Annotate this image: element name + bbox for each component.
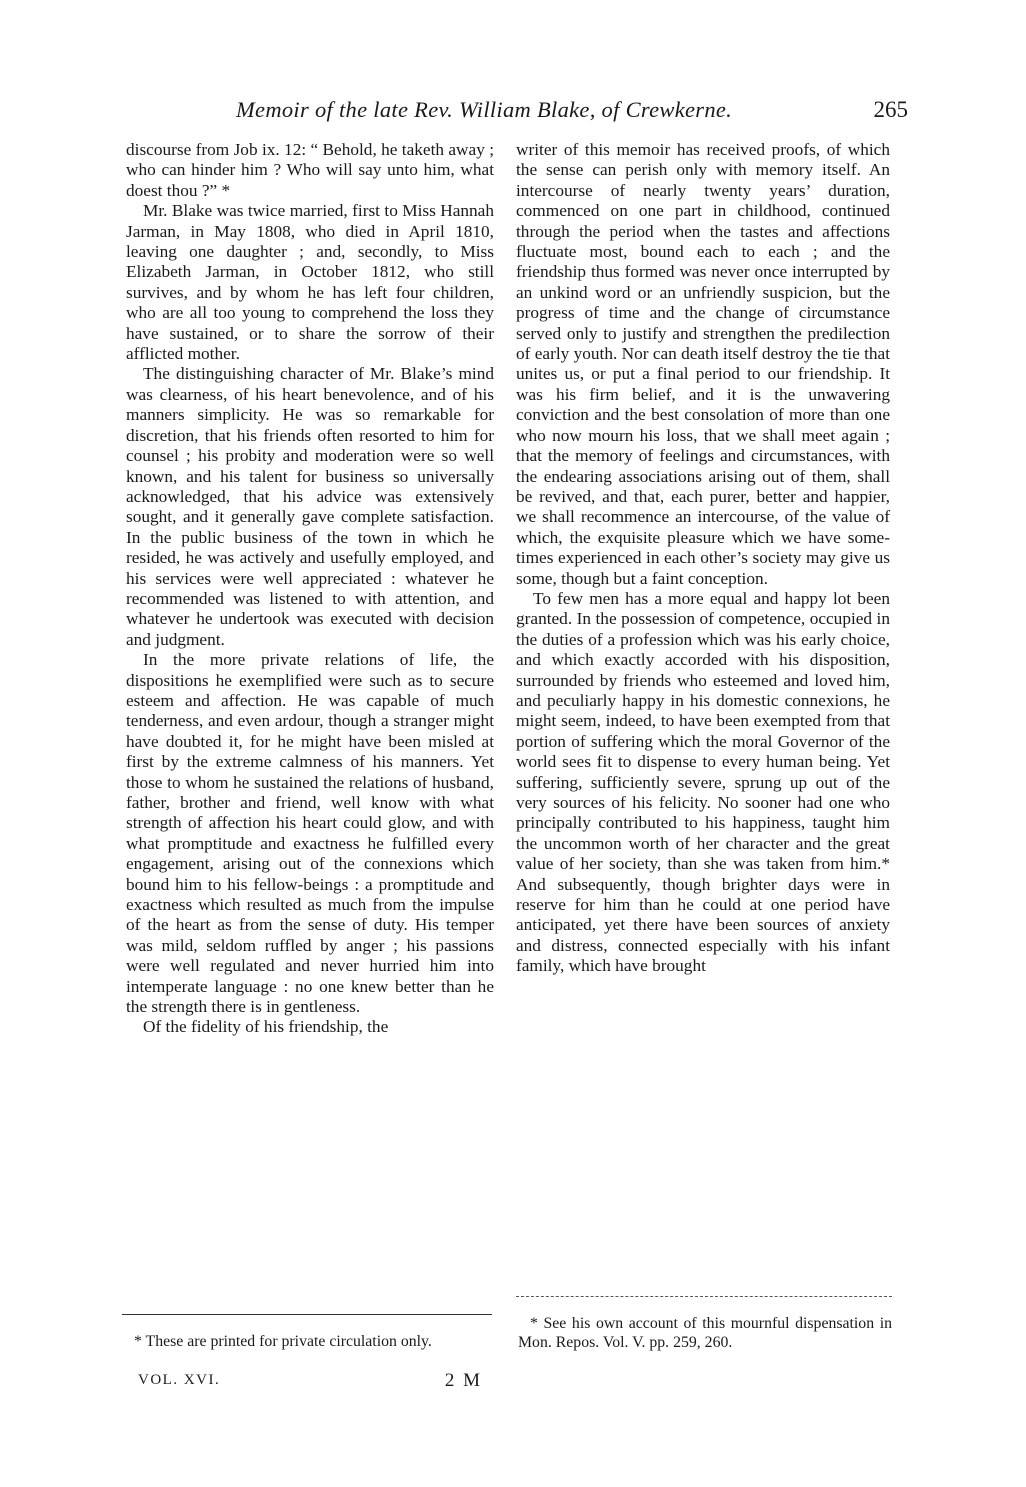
- right-column: [516, 140, 890, 977]
- volume-label: VOL. XVI.: [138, 1372, 221, 1388]
- footnote-text: * See his own account of this mournful dispensation in Mon. Repos. Vol. V. pp. 259, 260.: [518, 1315, 892, 1351]
- paragraph: discourse from Job ix. 12: “ Behold, he taketh away ; who can hinder him ? Who will say unto him, what doest thou ?” *: [126, 140, 494, 200]
- paragraph: Mr. Blake was twice married, first to Miss Hannah Jarman, in May 1808, who died in April 1810, leaving one daughter ; and, secondly, to Miss Elizabeth Jarman, in October 1812, who still survives, and by whom he has left four children, who are all too young to comprehend the loss they have sustained, or to share the sorrow of their afflicted mother.: [126, 201, 494, 364]
- paragraph: The distinguishing character of Mr. Blake’s mind was clearness, of his heart benevolence, and of his manners simplicity. He was so remarkable for discretion, that his friends often resorted to him for counsel ; his probity and moderation were so well known, and his talent for business so universally acknowledged, that his advice was extensively sought, and it generally gave complete satisfaction. In the public business of the town in which he resided, he was actively and usefully employed, and his services were well appreciated : whatever he recommended was listened to with attention, and whatever he undertook was executed with decision and judgment.: [126, 364, 494, 649]
- running-header: [236, 97, 908, 129]
- page-number: 265: [873, 97, 908, 122]
- footnote-divider-left: [122, 1314, 492, 1315]
- paragraph: To few men has a more equal and happy lot been granted. In the possession of competence, occupied in the duties of a profession which was his early choice, and which exactly accorded with his disposition, surrounded by friends who esteemed and loved him, and peculiarly happy in his domestic connexions, he might seem, indeed, to have been exempted from that portion of suffering which the moral Governor of the world sees fit to dispense to every human being. Yet suffering, sufficiently severe, sprung up out of the very sources of his felicity. No sooner had one who principally contributed to his happiness, taught him the uncommon worth of her character and the great value of her society, than she was taken from him.* And subsequently, though brighter days were in reserve for him than he could at one period have anticipated, yet there have been sources of anxiety and distress, connected especially with his infant family, which have brought: [516, 588, 890, 976]
- paragraph: Of the fidelity of his friendship, the: [143, 1017, 389, 1037]
- paragraph: In the more private relations of life, the dispositions he exemplified were such as to secure esteem and affection. He was capable of much tenderness, and even ardour, though a stranger might have doubted it, for he might have been misled at first by the extreme calmness of his manners. Yet those to whom he sustained the relations of husband, father, brother and friend, well know with what strength of affection his heart could glow, and with what promptitude and exactness he fulfilled every engagement, arising out of the connexions which bound him to his fellow-beings : a promptitude and exactness which resulted as much from the impulse of the heart as from the sense of duty. His temper was mild, seldom ruffled by anger ; his passions were well regulated and never hurried him into intemperate language : no one knew better than he the strength there is in gentleness.: [126, 650, 494, 1017]
- running-title: Memoir of the late Rev. William Blake, of Crewkerne.: [236, 97, 733, 122]
- left-column: [126, 140, 494, 1038]
- footnote-divider-right: [516, 1296, 892, 1297]
- footnote-right: [518, 1314, 892, 1352]
- paragraph: writer of this memoir has received proofs, of which the sense can perish only with memory itself. An intercourse of nearly twenty years’ duration, commenced on one part in childhood, continued through the period when the tastes and affections fluctuate most, bound each to each ; and the friendship thus formed was never once interrupted by an unkind word or an unfriendly suspicion, but the progress of time and the change of circumstance served only to justify and strengthen the predilection of early youth. Nor can death itself destroy the tie that unites us, or put a final period to our friendship. It was his firm belief, and it is the unwavering conviction and the best consolation of more than one who now mourn his loss, that we shall meet again ; that the memory of feelings and circumstances, with the endearing associations arising out of them, shall be revived, and that, each purer, better and happier, we shall recommence an intercourse, of the value of which, the exquisite pleasure which we have sometimes experienced in each other’s society may give us some, though but a faint conception.: [516, 140, 890, 588]
- footnote-text: * These are printed for private circulation only.: [134, 1333, 432, 1350]
- signature-mark: 2 M: [444, 1370, 482, 1391]
- footnote-left: [122, 1332, 492, 1351]
